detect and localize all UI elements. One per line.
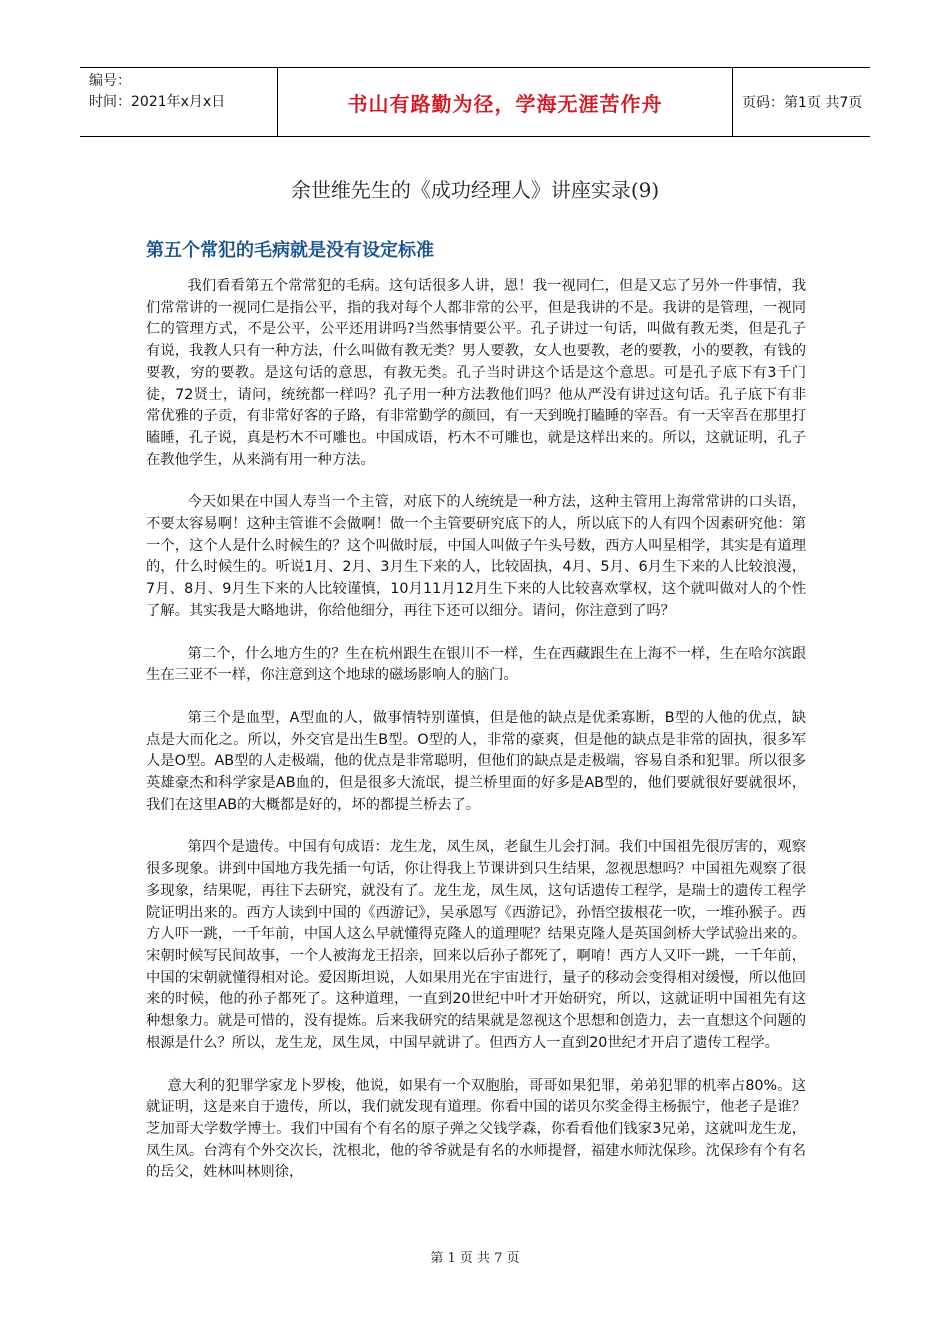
paragraph: 今天如果在中国人寿当一个主管，对底下的人统统是一种方法，这种主管用上海常常讲的口头语，不要太容易啊！这种主管谁不会做啊！做一个主管要研究底下的人，所以底下的人有四个因素研究他：第一个，这个人是什么时候生的？这个叫做时辰，中国人叫做子午头号数，西方人叫星相学，其实是有道理的，什么时候生的。听说1月、2月、3月生下来的人，比较固执，4月、5月、6月生下来的人比较浪漫，7月、8月、9月生下来的人比较谨慎，10月11月12月生下来的人比较喜欢掌权，这个就叫做对人的个性了解。其实我是大略地讲，你给他细分，再往下还可以细分。请问，你注意到了吗？ [146, 494, 806, 619]
paragraph: 第四个是遗传。中国有句成语：龙生龙，凤生凤，老鼠生儿会打洞。我们中国祖先很厉害的，观察很多现象。讲到中国地方我先插一句话，你让得我上节课讲到只生结果，忽视思想吗？中国祖先观察了很多现象，结果呢，再往下去研究，就没有了。龙生龙，凤生凤，这句话遗传工程学，是瑞士的遗传工程学院证明出来的。西方人读到中国的《西游记》，吴承恩写《西游记》，孙悟空拔根花一吹，一堆孙猴子。西方人吓一跳，一千年前，中国人这么早就懂得克隆人的道理呢？结果克隆人是英国剑桥大学试验出来的。宋朝时候写民间故事，一个人被海龙王招亲，回来以后孙子都死了，啊唷！西方人又吓一跳，一千年前，中国的宋朝就懂得相对论。爱因斯坦说，人如果用光在宇宙进行，量子的移动会变得相对缓慢，所以他回来的时候，他的孙子都死了。这种道理，一直到20世纪中叶才开始研究，所以，这就证明中国祖先有这种想象力。就是可惜的，没有提炼。后来我研究的结果就是忽视这个思想和创造力，去一直想这个问题的根源是什么？所以，龙生龙，凤生凤，中国早就讲了。但西方人一直到20世纪才开启了遗传工程学。 [146, 839, 806, 1051]
paragraph: 我们看看第五个常常犯的毛病。这句话很多人讲，恩！我一视同仁，但是又忘了另外一件事情，我们常常讲的一视同仁是指公平，指的我对每个人都非常的公平，但是我讲的不是。我讲的是管理，一视同仁的管理方式，不是公平，公平还用讲吗?当然事情要公平。孔子讲过一句话，叫做有教无类，但是孔子有说，我教人只有一种方法，什么叫做有教无类？男人要教，女人也要教，老的要教，小的要教，有钱的要教，穷的要教。是这句话的意思，有教无类。孔子当时讲这个话是这个意思。可是孔子底下有3千门徒，72贤士，请问，统统都一样吗？孔子用一种方法教他们吗？他从严没有讲过这句话。孔子底下有非常优雅的子贡，有非常好客的子路，有非常勤学的颜回，有一天到晚打瞌睡的宰吾。有一天宰吾在那里打瞌睡，孔子说，真是朽木不可雕也。中国成语，朽木不可雕也，就是这样出来的。所以，这就证明，孔子在教他学生，从来淌有用一种方法。 [146, 278, 807, 468]
body-text [146, 276, 806, 1205]
paragraph: 第三个是血型，A型血的人，做事情特别谨慎，但是他的缺点是优柔寡断，B型的人他的优点，缺点是大而化之。所以，外交官是出生B型。O型的人，非常的豪爽，但是他的缺点是非常的固执，很多军人是O型。AB型的人走极端，他的优点是非常聪明，但他们的缺点是走极端，容易自杀和犯罪。所以很多英雄豪杰和科学家是AB血的，但是很多大流氓，提兰桥里面的好多是AB型的，他们要就很好要就很坏，我们在这里AB的大概都是好的，坏的都提兰桥去了。 [146, 709, 806, 813]
page-info: 页码：第1页 共7页 [742, 95, 863, 111]
header-table [80, 67, 870, 137]
header-page-cell [733, 68, 870, 136]
paragraph: 意大利的犯罪学家龙卜罗梭，他说，如果有一个双胞胎，哥哥如果犯罪，弟弟犯罪的机率占80%。这就证明，这是来自于遗传，所以，我们就发现有道理。你看中国的诺贝尔奖金得主杨振宁，他老子是谁？芝加哥大学数学博士。我们中国有个有名的原子弹之父钱学森，你看看他们钱家3兄弟，这就叫龙生龙，凤生凤。台湾有个外交次长，沈根北，他的爷爷就是有名的水师提督，福建水师沈保珍。沈保珍有个有名的岳父，姓林叫林则徐， [146, 1077, 806, 1181]
section-heading: 第五个常犯的毛病就是没有设定标准 [146, 240, 434, 261]
motto-text: 书山有路勤为径，学海无涯苦作舟 [347, 91, 663, 116]
header-motto-cell [278, 68, 733, 136]
time-label: 时间：2021年x月x日 [89, 94, 226, 110]
paragraph: 第二个，什么地方生的？生在杭州跟生在银川不一样，生在西藏跟生在上海不一样，生在哈尔滨跟生在三亚不一样，你注意到这个地球的磁场影响人的脑门。 [146, 645, 806, 684]
number-label: 编号： [89, 73, 131, 89]
page-footer: 第 1 页 共 7 页 [430, 1251, 520, 1266]
header-meta-cell [80, 68, 278, 136]
document-title: 余世维先生的《成功经理人》讲座实录(9) [290, 178, 660, 202]
